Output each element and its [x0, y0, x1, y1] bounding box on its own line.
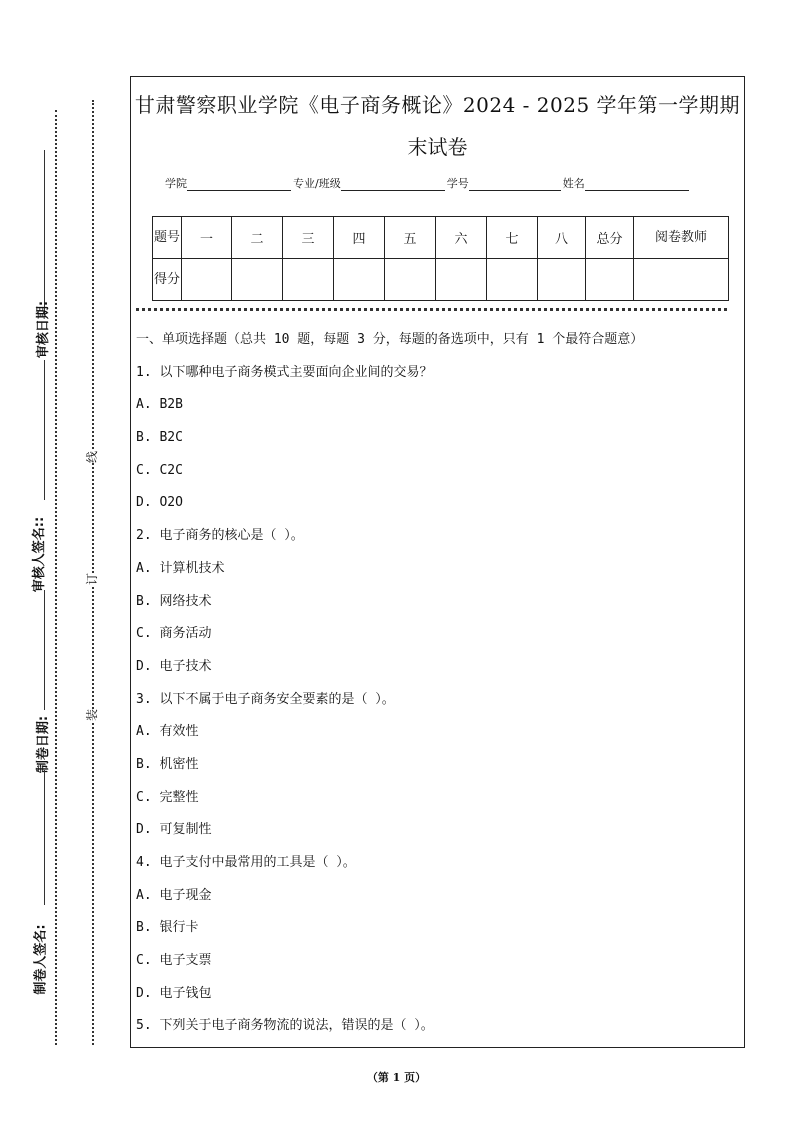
score-cell[interactable]	[182, 259, 232, 301]
question-stem: 4. 电子支付中最常用的工具是（ ）。	[136, 855, 356, 870]
college-label: 学院	[165, 177, 187, 190]
answer-option: D. 电子技术	[136, 658, 212, 674]
paper-date-label: 制卷日期:	[36, 715, 52, 774]
score-col-header: 三	[283, 217, 334, 259]
total-score-header: 总分	[586, 217, 634, 259]
answer-option: D. O2O	[136, 495, 183, 511]
answer-option: B. B2C	[136, 430, 183, 446]
question-stem: 1. 以下哪种电子商务模式主要面向企业间的交易？	[136, 364, 433, 380]
score-cell[interactable]	[334, 259, 385, 301]
signature-line	[44, 360, 45, 500]
score-cell[interactable]	[487, 259, 538, 301]
question-stem: 2. 电子商务的核心是（ ）。	[136, 528, 304, 544]
exam-title-continued: 末试卷	[407, 135, 468, 159]
reviewer-signature-label: 审核人签名::	[32, 516, 48, 593]
college-field[interactable]	[187, 178, 291, 191]
review-date-label: 审核日期:	[36, 300, 52, 359]
answer-option: D. 可复制性	[136, 822, 212, 838]
answer-option: A. 有效性	[136, 724, 199, 740]
score-col-header: 五	[385, 217, 436, 259]
total-score-cell[interactable]	[586, 259, 634, 301]
answer-option: D. 电子钱包	[136, 985, 212, 1001]
score-cell[interactable]	[436, 259, 487, 301]
score-cell[interactable]	[232, 259, 283, 301]
signature-line	[44, 590, 45, 710]
page-number: （第 1 页）	[366, 1071, 427, 1084]
score-col-header: 八	[538, 217, 586, 259]
paper-maker-signature-label: 制卷人签名:	[33, 924, 49, 995]
answer-option: A. B2B	[136, 397, 183, 413]
binding-char-mount: 装	[85, 708, 100, 722]
score-col-header: 一	[182, 217, 232, 259]
student-id-label: 学号	[446, 177, 469, 190]
answer-option: A. 电子现金	[136, 887, 212, 903]
student-info-row	[165, 175, 691, 191]
answer-option: A. 计算机技术	[136, 560, 225, 576]
score-cell[interactable]	[538, 259, 586, 301]
question-stem: 5. 下列关于电子商务物流的说法，错误的是（ ）。	[136, 1018, 434, 1034]
score-cell[interactable]	[283, 259, 334, 301]
exam-frame	[130, 76, 745, 1048]
question-number-label: 题号	[153, 217, 182, 259]
binding-dotted-line	[55, 110, 57, 1045]
answer-option: C. 电子支票	[136, 953, 212, 969]
answer-option: C. C2C	[136, 462, 183, 478]
signature-line	[44, 770, 45, 905]
score-col-header: 四	[334, 217, 385, 259]
major-class-label: 专业/班级	[293, 177, 341, 190]
answer-option: B. 银行卡	[136, 920, 199, 936]
dotted-separator	[136, 308, 727, 311]
score-col-header: 六	[436, 217, 487, 259]
score-table	[152, 216, 729, 301]
student-id-field[interactable]	[469, 178, 561, 191]
name-label: 姓名	[562, 177, 585, 190]
answer-option: B. 网络技术	[136, 593, 212, 609]
grader-header: 阅卷教师	[634, 217, 729, 259]
score-cell[interactable]	[385, 259, 436, 301]
answer-option: B. 机密性	[136, 756, 199, 772]
signature-line	[44, 150, 45, 315]
question-stem: 3. 以下不属于电子商务安全要素的是（ ）。	[136, 691, 395, 707]
score-col-header: 二	[232, 217, 283, 259]
answer-option: C. 商务活动	[136, 626, 212, 642]
grader-cell[interactable]	[634, 259, 729, 301]
question-content	[136, 329, 741, 1048]
exam-title: 甘肃警察职业学院《电子商务概论》2024 - 2025 学年第一学期期	[134, 93, 741, 117]
section-heading: 一、单项选择题（总共 10 题，每题 3 分，每题的备选项中，只有 1 个最符合题意）	[136, 332, 644, 347]
binding-char-line: 线	[85, 450, 100, 464]
score-col-header: 七	[487, 217, 538, 259]
score-row-label: 得分	[153, 259, 182, 301]
answer-option: C. 完整性	[136, 789, 199, 805]
binding-char-bind: 订	[85, 572, 100, 586]
major-class-field[interactable]	[341, 178, 445, 191]
name-field[interactable]	[585, 178, 689, 191]
